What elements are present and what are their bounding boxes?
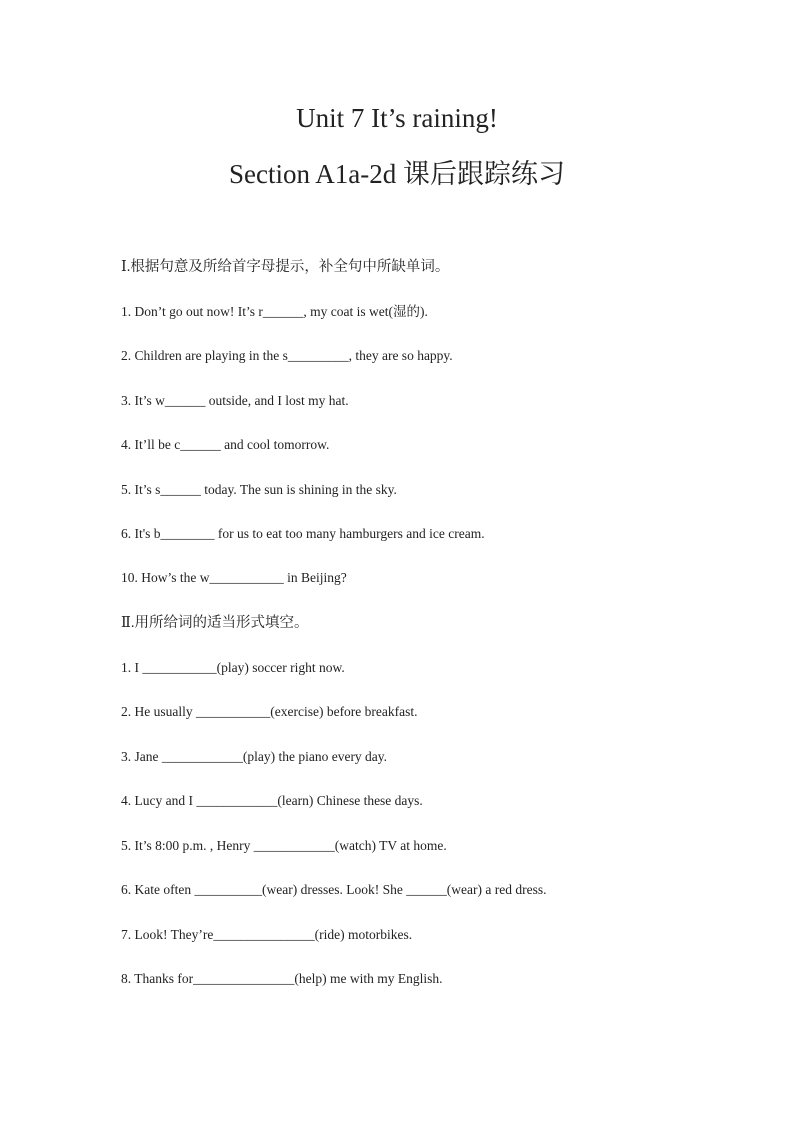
section-2-question-3: 3. Jane ____________(play) the piano every day. [121, 749, 388, 764]
section-1-question-6: 6. It's b________ for us to eat too many hamburgers and ice cream. [121, 526, 485, 541]
worksheet-subtitle: Section A1a-2d 课后跟踪练习 [229, 159, 565, 189]
section-2-question-4: 4. Lucy and I ____________(learn) Chinese these days. [121, 793, 423, 808]
section-1-question-4: 4. It’ll be c______ and cool tomorrow. [121, 437, 330, 452]
section-1-question-3: 3. It’s w______ outside, and I lost my hat. [121, 393, 349, 408]
section-2-heading: Ⅱ.用所给词的适当形式填空。 [121, 615, 309, 631]
section-2-question-8: 8. Thanks for_______________(help) me with my English. [121, 971, 443, 986]
section-2-question-5: 5. It’s 8:00 p.m. , Henry ____________(watch) TV at home. [121, 838, 447, 853]
section-1-question-10: 10. How’s the w___________ in Beijing? [121, 570, 347, 585]
section-1-question-5: 5. It’s s______ today. The sun is shining in the sky. [121, 482, 397, 497]
section-2-question-6: 6. Kate often __________(wear) dresses. Look! She ______(wear) a red dress. [121, 882, 547, 897]
worksheet-title: Unit 7 It’s raining! [296, 103, 498, 133]
section-2-question-1: 1. I ___________(play) soccer right now. [121, 660, 345, 675]
section-2-question-2: 2. He usually ___________(exercise) before breakfast. [121, 704, 418, 719]
section-2-question-7: 7. Look! They’re_______________(ride) motorbikes. [121, 927, 413, 942]
section-1-question-2: 2. Children are playing in the s_________, they are so happy. [121, 348, 453, 363]
section-1-heading: Ⅰ.根据句意及所给首字母提示，补全句中所缺单词。 [121, 259, 450, 275]
section-1-question-1: 1. Don’t go out now! It’s r______, my coat is wet(湿的). [121, 304, 428, 319]
